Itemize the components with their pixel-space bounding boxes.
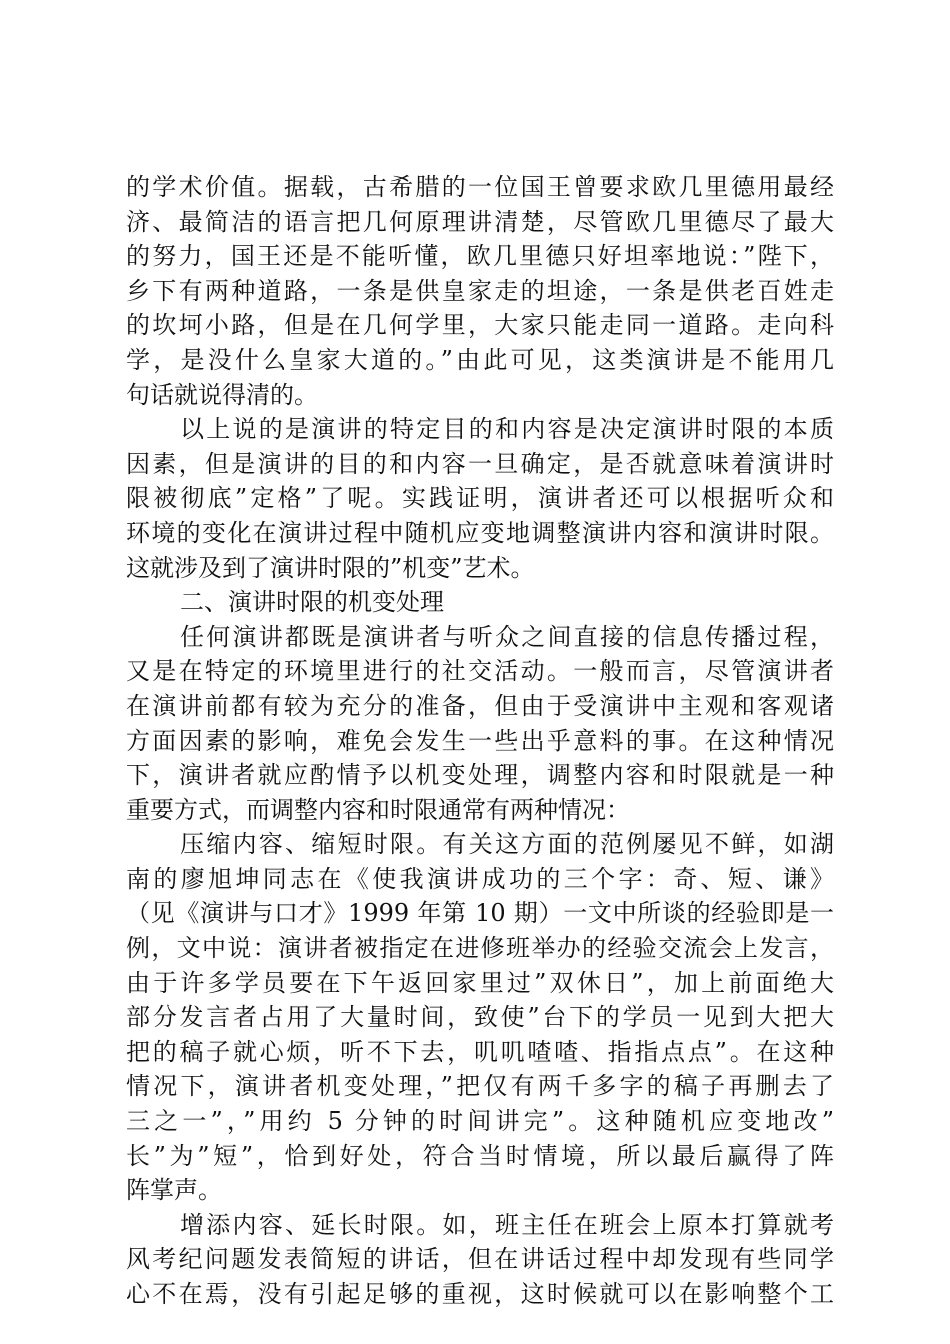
text-line: 济、最简洁的语言把几何原理讲清楚，尽管欧几里德尽了最大 [126,207,834,236]
text-line: 的坎坷小路，但是在几何学里，大家只能走同一道路。走向科 [126,311,834,340]
paragraph [126,1208,834,1312]
text-line: 句话就说得清的。 [126,380,318,409]
text-line: 的努力，国王还是不能听懂，欧几里德只好坦率地说：”陛下， [126,242,834,271]
text-line: 方面因素的影响，难免会发生一些出乎意料的事。在这种情况 [126,726,834,755]
text-line: 重要方式，而调整内容和时限通常有两种情况： [126,795,630,824]
paragraph [126,620,834,828]
text-line: 由于许多学员要在下午返回家里过”双休日”，加上前面绝大 [126,968,834,997]
text-line: 这就涉及到了演讲时限的”机变”艺术。 [126,553,535,582]
paragraph [126,827,834,1208]
text-line: 又是在特定的环境里进行的社交活动。一般而言，尽管演讲者 [126,657,834,686]
text-line: 部分发言者占用了大量时间，致使”台下的学员一见到大把大 [126,1003,834,1032]
text-line: 压缩内容、缩短时限。有关这方面的范例屡见不鲜，如湖 [180,830,834,859]
text-line: 例，文中说：演讲者被指定在进修班举办的经验交流会上发言， [126,934,834,963]
text-line: 的学术价值。据载，古希腊的一位国王曾要求欧几里德用最经 [126,173,834,201]
text-line: 学，是没什么皇家大道的。”由此可见，这类演讲是不能用几 [126,345,834,374]
text-line: 增添内容、延长时限。如，班主任在班会上原本打算就考 [180,1210,834,1239]
text-line: 把的稿子就心烦，听不下去，叽叽喳喳、指指点点”。在这种 [126,1037,834,1066]
text-line: 任何演讲都既是演讲者与听众之间直接的信息传播过程， [180,622,834,651]
text-line: 乡下有两种道路，一条是供皇家走的坦途，一条是供老百姓走 [126,276,834,305]
text-line: 风考纪问题发表简短的讲话，但在讲话过程中却发现有些同学 [126,1245,834,1274]
text-line: 南的廖旭坤同志在《使我演讲成功的三个字：奇、短、谦》 [126,864,834,893]
text-line: 限被彻底”定格”了呢。实践证明，演讲者还可以根据听众和 [126,484,834,513]
section-heading [126,585,834,620]
paragraph [126,412,834,585]
paragraph [126,170,834,412]
text-line: 情况下，演讲者机变处理，”把仅有两千多字的稿子再删去了 [126,1072,834,1101]
text-line: 以上说的是演讲的特定目的和内容是决定演讲时限的本质 [180,415,834,444]
text-line: 下，演讲者就应酌情予以机变处理，调整内容和时限就是一种 [126,761,834,790]
text-line: 在演讲前都有较为充分的准备，但由于受演讲中主观和客观诸 [126,691,834,720]
text-line: 心不在焉，没有引起足够的重视，这时候就可以在影响整个工 [126,1280,834,1308]
heading-text: 二、演讲时限的机变处理 [180,588,444,617]
text-line: 环境的变化在演讲过程中随机应变地调整演讲内容和演讲时限。 [126,518,834,547]
text-line: 阵掌声。 [126,1176,222,1205]
text-line: 因素，但是演讲的目的和内容一旦确定，是否就意味着演讲时 [126,449,834,478]
text-line: 三之一”，”用约 5 分钟的时间讲完”。这种随机应变地改” [126,1107,834,1136]
document-body [126,170,834,1312]
text-line: 长”为”短”，恰到好处，符合当时情境，所以最后赢得了阵 [126,1141,834,1170]
text-line: （见《演讲与口才》1999 年第 10 期）一文中所谈的经验即是一 [126,899,834,928]
